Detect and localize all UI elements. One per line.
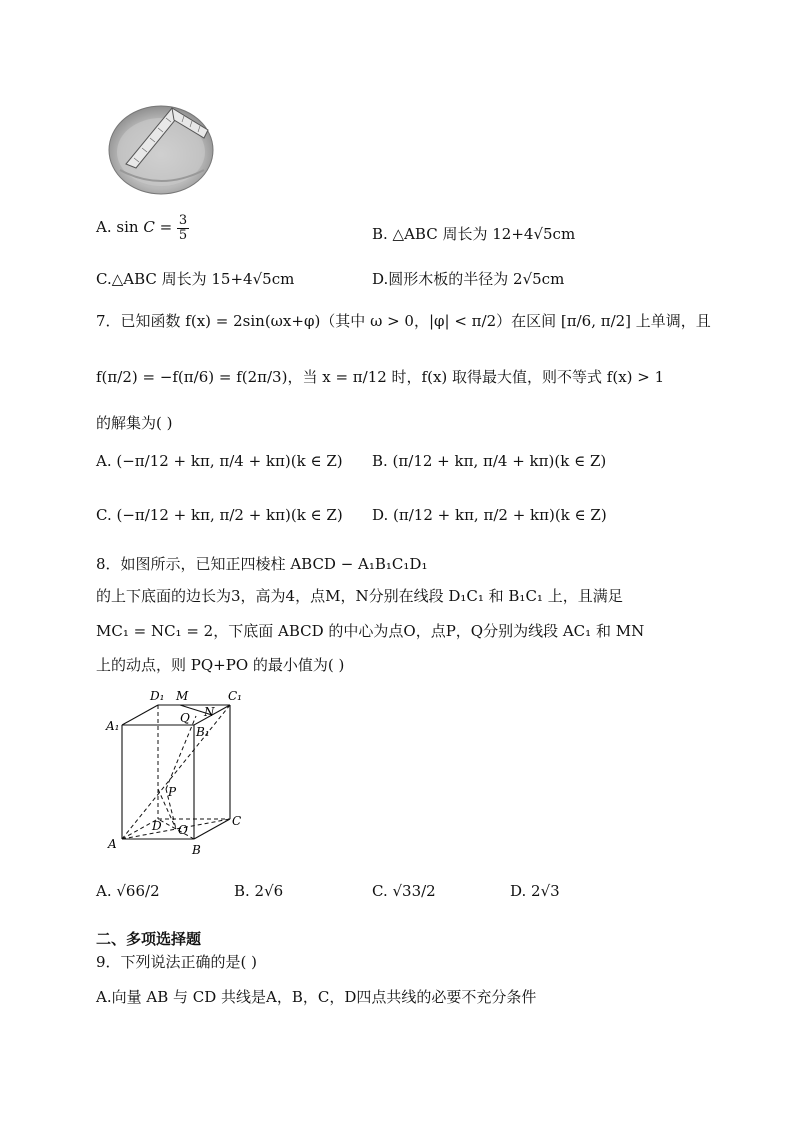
- q6-option-a-label: A.: [96, 218, 112, 237]
- figure-label-o: O: [178, 823, 188, 837]
- q6-option-a-var: C: [143, 218, 155, 237]
- q7-option-b: B. (π/12 + kπ, π/4 + kπ)(k ∈ Z): [372, 452, 607, 470]
- figure-label-c1: C₁: [228, 689, 242, 703]
- q8-option-b: B. 2√6: [234, 882, 284, 900]
- q9-option-a: A.向量 AB 与 CD 共线是A，B，C，D四点共线的必要不充分条件: [96, 988, 537, 1006]
- figure-label-a1: A₁: [106, 719, 120, 733]
- q6-option-a-eq: =: [154, 218, 177, 237]
- prism-figure: [100, 684, 260, 860]
- figure-label-d: D: [152, 819, 162, 833]
- figure-label-m: M: [176, 689, 189, 703]
- q8-stem-line4: 上的动点，则 PQ+PO 的最小值为( ): [96, 656, 345, 674]
- q8-option-c: C. √33/2: [372, 882, 436, 900]
- q7-stem-line2: f(π/2) = −f(π/6) = f(2π/3)，当 x = π/12 时，f(x) 取得最大值，则不等式 f(x) > 1: [96, 368, 665, 386]
- q8-option-a: A. √66/2: [96, 882, 160, 900]
- q9-stem: 9．下列说法正确的是( ): [96, 953, 258, 971]
- q6-option-d: D.圆形木板的半径为 2√5cm: [372, 270, 565, 288]
- figure-label-q: Q: [180, 711, 190, 725]
- q8-stem-line1: 8．如图所示，已知正四棱柱 ABCD − A₁B₁C₁D₁: [96, 555, 428, 573]
- section-title-multiple-choice: 二、多项选择题: [96, 930, 202, 948]
- q8-stem-line2: 的上下底面的边长为3，高为4，点M，N分别在线段 D₁C₁ 和 B₁C₁ 上，且满足: [96, 587, 623, 605]
- figure-label-d1: D₁: [150, 689, 165, 703]
- figure-label-c: C: [232, 814, 242, 828]
- q6-option-a-fraction: [177, 214, 189, 242]
- q8-stem-line3: MC₁ = NC₁ = 2，下底面 ABCD 的中心为点O，点P，Q分别为线段 AC₁ 和 MN: [96, 622, 645, 640]
- figure-label-b1: B₁: [196, 725, 210, 739]
- q6-option-a: [96, 214, 189, 242]
- q6-option-a-numerator: 3: [178, 213, 188, 228]
- round-board-image: [106, 100, 214, 196]
- q6-option-c: C.△ABC 周长为 15+4√5cm: [96, 270, 295, 288]
- q7-option-c: C. (−π/12 + kπ, π/2 + kπ)(k ∈ Z): [96, 506, 343, 524]
- q7-option-a: A. (−π/12 + kπ, π/4 + kπ)(k ∈ Z): [96, 452, 343, 470]
- q7-stem-line3: 的解集为( ): [96, 414, 173, 432]
- figure-label-a: A: [108, 837, 117, 851]
- q7-stem-line1: 7．已知函数 f(x) = 2sin(ωx+φ)（其中 ω > 0，|φ| < π/2）在区间 [π/6, π/2] 上单调，且: [96, 312, 711, 330]
- q7-option-d: D. (π/12 + kπ, π/2 + kπ)(k ∈ Z): [372, 506, 607, 524]
- figure-label-n: N: [204, 705, 215, 719]
- figure-label-p: P: [168, 785, 177, 799]
- q8-option-d: D. 2√3: [510, 882, 560, 900]
- q6-option-a-sin: sin: [116, 218, 144, 237]
- q6-option-b: B. △ABC 周长为 12+4√5cm: [372, 225, 576, 243]
- q6-option-a-denominator: 5: [178, 227, 188, 243]
- figure-label-b: B: [192, 843, 201, 857]
